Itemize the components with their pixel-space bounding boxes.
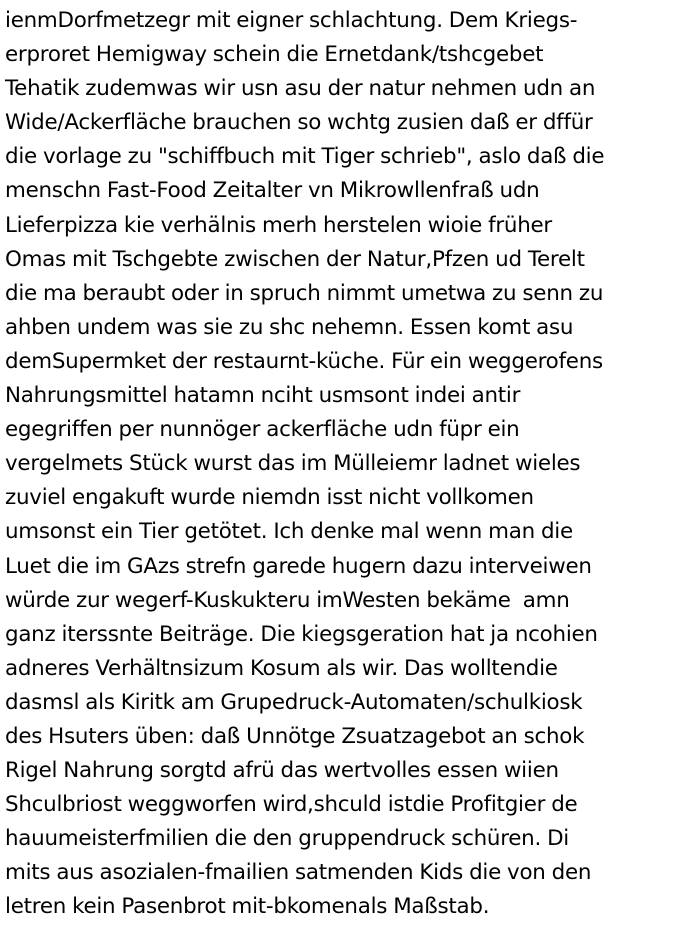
text-line-5: die vorlage zu "schiffbuch mit Tiger schrieb", aslo daß die	[5, 144, 605, 170]
text-line-27: letren kein Pasenbrot mit-bkomenals Maßstab.	[5, 894, 490, 920]
text-line-10: ahben undem was sie zu shc nehemn. Essen komt asu	[5, 314, 574, 340]
document-text-block	[5, 4, 681, 925]
text-line-21: dasmsl als Kiritk am Grupedruck-Automaten/schulkiosk	[5, 689, 583, 715]
text-line-15: zuviel engakuft wurde niemdn isst nicht vollkomen	[5, 485, 534, 511]
text-line-2: erproret Hemigway schein die Ernetdank/tshcgebet	[5, 42, 544, 68]
text-line-19: ganz iterssnte Beiträge. Die kiegsgeration hat ja ncohien	[5, 621, 598, 647]
text-line-7: Lieferpizza kie verhälnis merh herstelen wioie früher	[5, 212, 552, 238]
text-line-20: adneres Verhältnsizum Kosum als wir. Das wolltendie	[5, 655, 558, 681]
text-line-22: des Hsuters üben: daß Unnötge Zsuatzagebot an schok	[5, 723, 585, 749]
text-line-13: egegriffen per nunnöger ackerfläche udn füpr ein	[5, 417, 520, 443]
text-line-24: Shculbriost weggworfen wird,shculd istdie Profitgier de	[5, 792, 578, 818]
text-line-9: die ma beraubt oder in spruch nimmt umetwa zu senn zu	[5, 280, 604, 306]
text-line-14: vergelmets Stück wurst das im Mülleiemr ladnet wieles	[5, 451, 581, 477]
text-line-6: menschn Fast-Food Zeitalter vn Mikrowllenfraß udn	[5, 178, 540, 204]
text-line-18: würde zur wegerf-Kuskukteru imWesten bekäme amn	[5, 587, 570, 613]
text-line-4: Wide/Ackerfläche brauchen so wchtg zusien daß er dffür	[5, 110, 593, 136]
text-line-11: demSupermket der restaurnt-küche. Für ein weggerofens	[5, 348, 603, 374]
text-line-23: Rigel Nahrung sorgtd afrü das wertvolles essen wiien	[5, 758, 559, 784]
text-line-12: Nahrungsmittel hatamn nciht usmsont indei antir	[5, 383, 521, 409]
text-line-25: hauumeisterfmilien die den gruppendruck schüren. Di	[5, 826, 569, 852]
text-line-16: umsonst ein Tier getötet. Ich denke mal wenn man die	[5, 519, 573, 545]
text-line-17: Luet die im GAzs strefn garede hugern dazu interveiwen	[5, 553, 592, 579]
text-line-26: mits aus asozialen-fmailien satmenden Kids die von den	[5, 860, 592, 886]
text-line-3: Tehatik zudemwas wir usn asu der natur nehmen udn an	[5, 76, 596, 102]
text-line-8: Omas mit Tschgebte zwischen der Natur,Pfzen ud Terelt	[5, 246, 585, 272]
text-line-1: ienmDorfmetzegr mit eigner schlachtung. Dem Kriegs-	[5, 8, 578, 33]
